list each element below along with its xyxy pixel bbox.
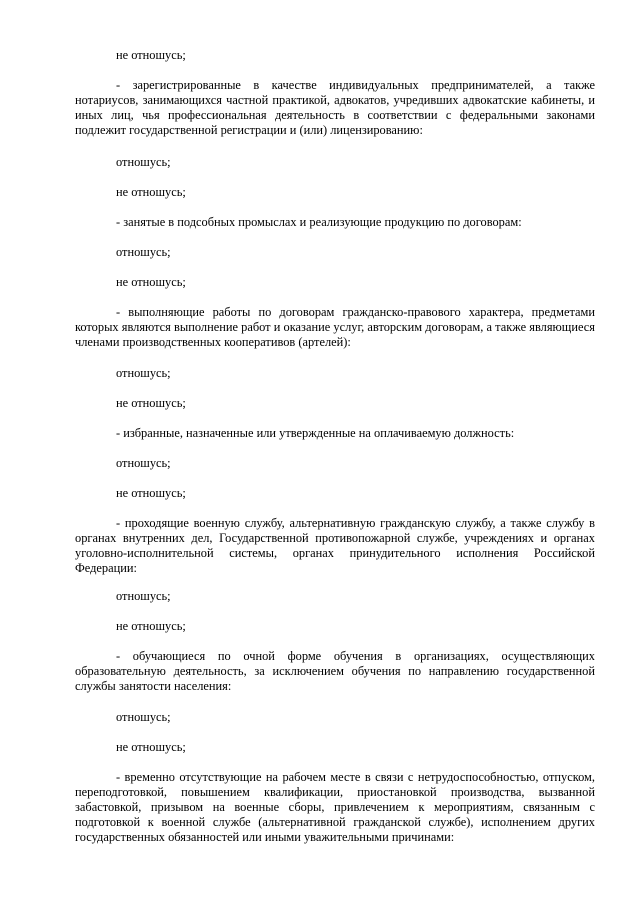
paragraph-elected-appointed: - избранные, назначенные или утвержденные на оплачиваемую должность:: [116, 426, 515, 440]
option-applicable: отношусь;: [116, 366, 171, 380]
option-not-applicable: не отношусь;: [116, 275, 186, 289]
paragraph-subsidiary-trades: - занятые в подсобных промыслах и реализующие продукцию по договорам:: [116, 215, 522, 229]
paragraph-temporarily-absent: - временно отсутствующие на рабочем месте в связи с нетрудоспособностью, отпуском, переподготовкой, повышением квалификации, приостановкой производства, вызванной забастовкой, призывом на военные сборы, привлечением к мероприятиям, связанным с подготовкой к военной службе (альтернативной гражданской службе), исполнением других государственных обязанностей или иными уважительными причинами:: [75, 770, 595, 844]
paragraph-civil-contracts: - выполняющие работы по договорам гражданско-правового характера, предметами которых являются выполнение работ и оказание услуг, авторским договорам, а также являющиеся членами производственных кооперативов (артелей):: [75, 305, 595, 349]
option-not-applicable: не отношусь;: [116, 396, 186, 410]
option-applicable: отношусь;: [116, 589, 171, 603]
paragraph-full-time-students: - обучающиеся по очной форме обучения в организациях, осуществляющих образовательную деятельность, за исключением обучения по направлению государственной службы занятости населения:: [75, 649, 595, 693]
option-not-applicable: не отношусь;: [116, 740, 186, 754]
option-not-applicable: не отношусь;: [116, 486, 186, 500]
option-applicable: отношусь;: [116, 710, 171, 724]
option-applicable: отношусь;: [116, 155, 171, 169]
option-applicable: отношусь;: [116, 245, 171, 259]
paragraph-military-service: - проходящие военную службу, альтернативную гражданскую службу, а также службу в органах внутренних дел, Государственной противопожарной службе, учреждениях и органах уголовно-исполнительной системы, органах принудительного исполнения Российской Федерации:: [75, 516, 595, 575]
paragraph-entrepreneurs: - зарегистрированные в качестве индивидуальных предпринимателей, а также нотариусов, занимающихся частной практикой, адвокатов, учредивших адвокатские кабинеты, и иных лиц, чья профессиональная деятельность в соответствии с федеральными законами подлежит государственной регистрации и (или) лицензированию:: [75, 78, 595, 137]
option-not-applicable: не отношусь;: [116, 619, 186, 633]
option-not-applicable: не отношусь;: [116, 48, 186, 62]
option-not-applicable: не отношусь;: [116, 185, 186, 199]
option-applicable: отношусь;: [116, 456, 171, 470]
